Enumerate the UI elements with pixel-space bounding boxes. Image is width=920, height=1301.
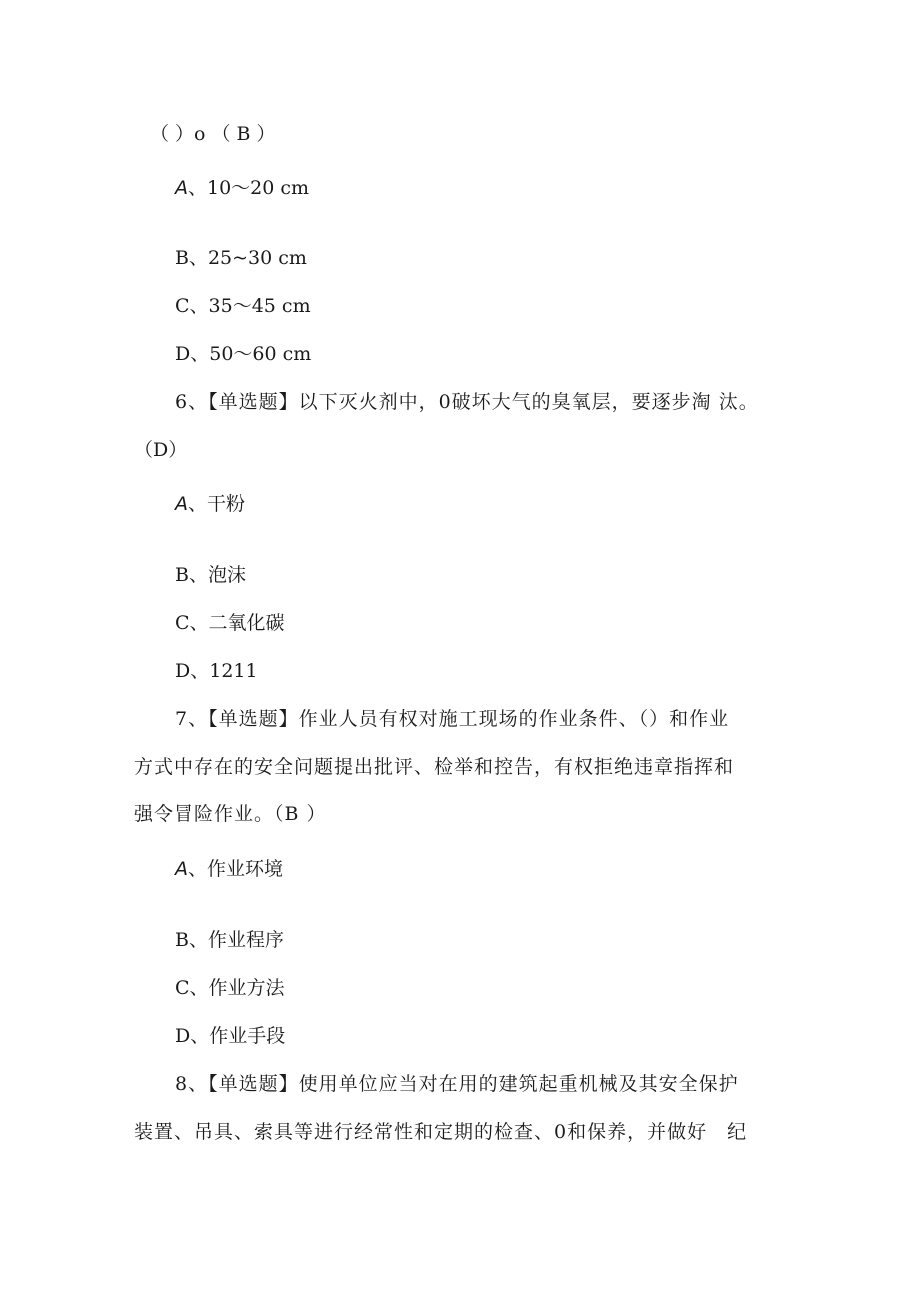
option-a-letter: A — [175, 493, 188, 515]
question-8-line-2: 装置、吊具、索具等进行经常性和定期的检查、0和保养，并做好 纪 — [134, 1121, 748, 1143]
option-a-letter: A — [175, 858, 188, 880]
question-7-line-2: 方式中存在的安全问题提出批评、检举和控告，有权拒绝违章指挥和 — [134, 756, 735, 778]
option-a-text: 、干粉 — [188, 493, 246, 515]
question-6-option-c: C、二氧化碳 — [175, 612, 285, 634]
question-6-option-a — [175, 495, 245, 514]
option-a-text: 、作业环境 — [188, 858, 284, 880]
option-a-letter: A — [175, 177, 188, 199]
question-8-line-1: 8、【单选题】使用单位应当对在用的建筑起重机械及其安全保护 — [175, 1073, 739, 1095]
question-7-option-a — [175, 860, 283, 879]
question-6-option-d: D、1211 — [175, 660, 258, 682]
question-5-option-a — [175, 179, 309, 198]
option-a-text: 、10～20 cm — [188, 177, 310, 199]
question-6-line-1: 6、【单选题】以下灭火剂中，0破坏大气的臭氧层，要逐步淘 汰。 — [175, 391, 759, 413]
question-7-line-3: 强令冒险作业。（B ） — [134, 803, 327, 825]
question-6-line-2: （D） — [134, 439, 188, 461]
question-5-option-b: B、25~30 cm — [175, 247, 307, 269]
question-7-option-b: B、作业程序 — [175, 929, 284, 951]
question-6-option-b: B、泡沫 — [175, 564, 246, 586]
question-5-tail: （ ）o （ B ） — [150, 123, 276, 145]
question-7-option-c: C、作业方法 — [175, 977, 285, 999]
question-5-option-d: D、50～60 cm — [175, 343, 312, 365]
question-5-option-c: C、35～45 cm — [175, 295, 311, 317]
question-7-line-1: 7、【单选题】作业人员有权对施工现场的作业条件、（）和作业 — [175, 708, 730, 730]
question-7-option-d: D、作业手段 — [175, 1025, 286, 1047]
